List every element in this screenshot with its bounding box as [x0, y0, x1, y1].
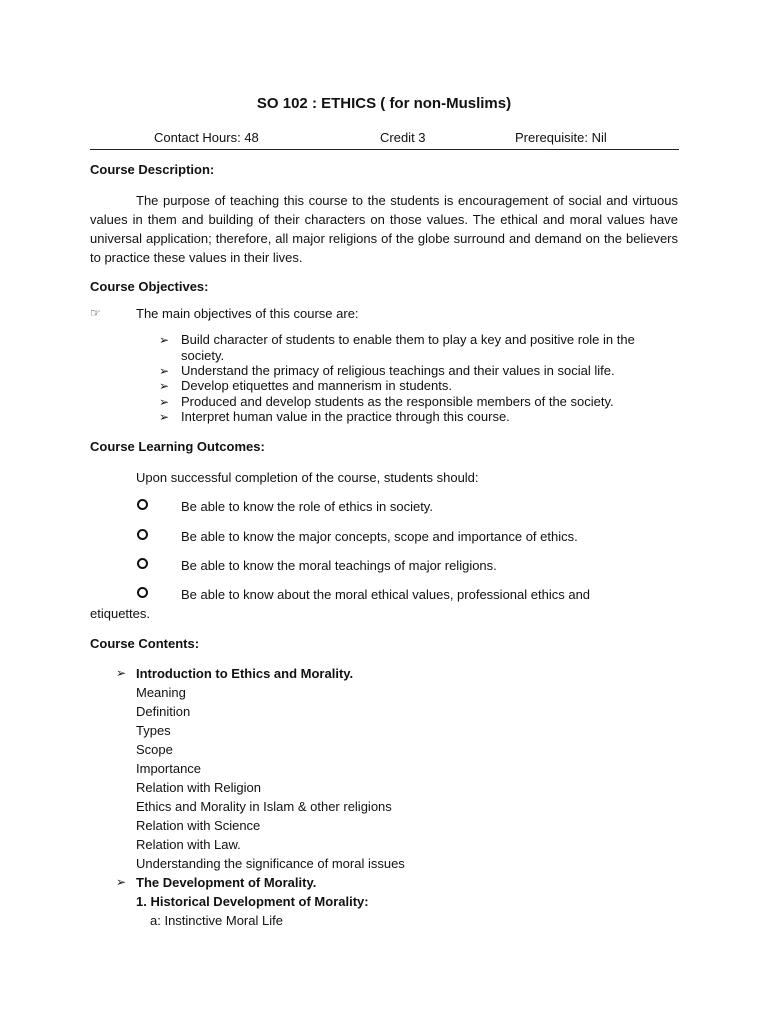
section-title: The Development of Morality. — [136, 875, 317, 890]
course-title: SO 102 : ETHICS ( for non-Muslims) — [256, 95, 512, 112]
outcome-item: Be able to know the role of ethics in society. — [181, 499, 433, 514]
header-divider — [90, 149, 679, 150]
content-item: Importance — [136, 761, 202, 776]
content-item: Relation with Religion — [136, 780, 262, 795]
pointing-hand-icon: ☞ — [90, 306, 101, 320]
content-item: Types — [136, 723, 171, 738]
objectives-heading: Course Objectives: — [90, 279, 209, 294]
content-item: Relation with Science — [136, 818, 261, 833]
circle-bullet-icon — [137, 499, 148, 510]
content-subitem: a: Instinctive Moral Life — [150, 913, 283, 928]
content-item: Ethics and Morality in Islam & other religions — [136, 799, 392, 814]
arrow-bullet-icon: ➢ — [116, 875, 127, 889]
prerequisite: Prerequisite: Nil — [515, 130, 607, 145]
content-item: Meaning — [136, 685, 186, 700]
arrow-bullet-icon: ➢ — [159, 379, 170, 393]
outcomes-intro: Upon successful completion of the course, students should: — [136, 470, 479, 485]
circle-bullet-icon — [137, 587, 148, 598]
circle-bullet-icon — [137, 558, 148, 569]
arrow-bullet-icon: ➢ — [159, 395, 170, 409]
description-text: The purpose of teaching this course to the students is encouragement of social and virtuous values in them and building of their characters on those values. The ethical and moral values have universal application; therefore, all major religions of the globe surround and demand on the believers to practice these values in their lives. — [90, 193, 678, 265]
content-item: Relation with Law. — [136, 837, 241, 852]
objective-item: Develop etiquettes and mannerism in students. — [181, 378, 452, 393]
arrow-bullet-icon: ➢ — [159, 364, 170, 378]
objective-item: Interpret human value in the practice through this course. — [181, 409, 510, 424]
section-title: Introduction to Ethics and Morality. — [136, 666, 354, 681]
contents-heading: Course Contents: — [90, 636, 200, 651]
arrow-bullet-icon: ➢ — [159, 410, 170, 424]
credit-hours: Credit 3 — [380, 130, 426, 145]
objective-item: Produced and develop students as the responsible members of the society. — [181, 394, 614, 409]
outcome-item: Be able to know about the moral ethical values, professional ethics and — [181, 587, 591, 602]
objective-item: Understand the primacy of religious teachings and their values in social life. — [181, 363, 615, 378]
outcome-item: Be able to know the moral teachings of major religions. — [181, 558, 497, 573]
objectives-intro: The main objectives of this course are: — [136, 306, 359, 321]
content-item: Understanding the significance of moral issues — [136, 856, 405, 871]
objective-item: Build character of students to enable them to play a key and positive role in the society. — [181, 332, 635, 363]
circle-bullet-icon — [137, 529, 148, 540]
contact-hours: Contact Hours: 48 — [154, 130, 259, 145]
content-item: Scope — [136, 742, 173, 757]
outcome-item: Be able to know the major concepts, scope and importance of ethics. — [181, 529, 578, 544]
outcome-continuation: etiquettes. — [90, 606, 150, 621]
arrow-bullet-icon: ➢ — [116, 666, 127, 680]
subsection-title: 1. Historical Development of Morality: — [136, 894, 369, 909]
arrow-bullet-icon: ➢ — [159, 333, 170, 347]
outcomes-heading: Course Learning Outcomes: — [90, 439, 265, 454]
content-item: Definition — [136, 704, 191, 719]
description-heading: Course Description: — [90, 162, 215, 177]
